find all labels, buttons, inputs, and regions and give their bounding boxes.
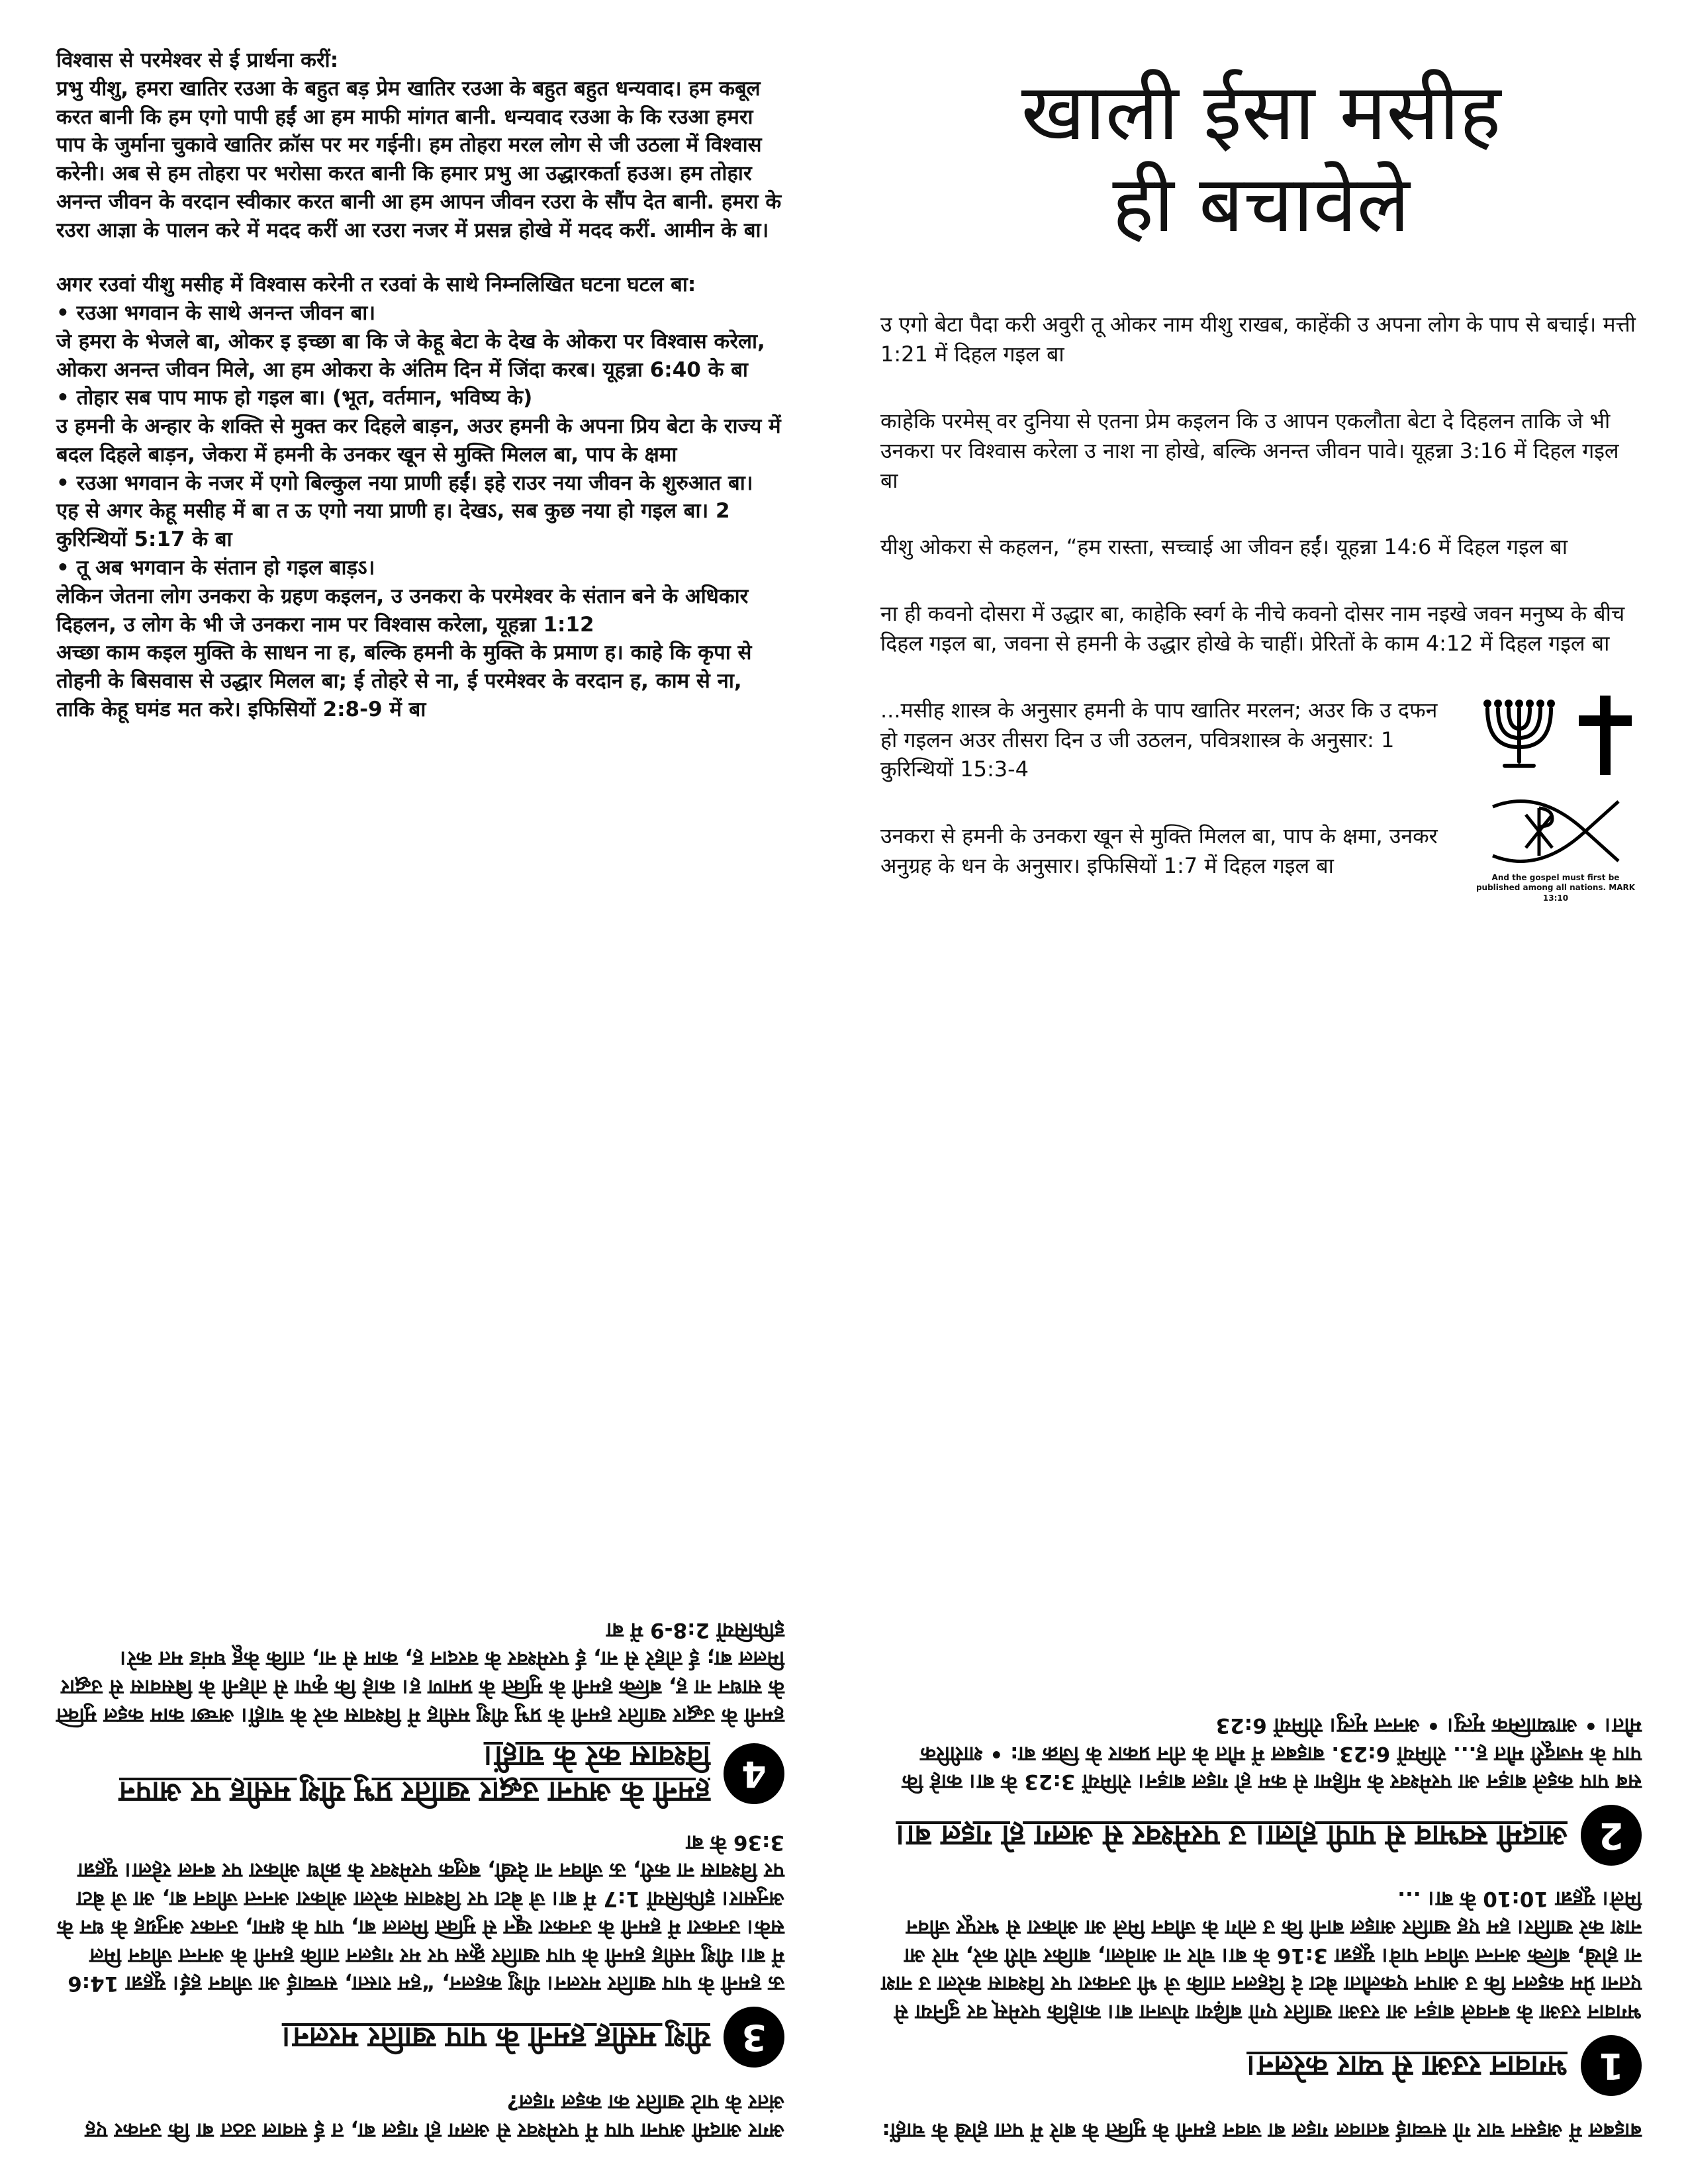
section-number-badge: 4 [724,1743,784,1804]
verse: उनकरा से हमनी के उनकरा खून से मुक्ति मिलल बा, पाप के क्षमा, उनकर अनुग्रह के धन के अनुसार। इफिसियों 1:7 में दिहल गइल बा [880,823,1438,879]
menorah-icon [1479,696,1559,775]
section-number-badge: 1 [1581,2035,1642,2096]
verse: काहेकि परमेस् वर दुनिया से एतना प्रेम कइलन कि उ आपन एकलौता बेटा दे दिहलन ताकि जे भी उनकरा पर विश्वास करेला उ नाश ना होखे, बल्कि अनन्त जीवन पावे। यूहन्ना 3:16 में दिहल गइल बा [880,408,1619,493]
panel-right-rotated [880,1092,1642,2144]
cover-panel [880,46,1642,1052]
section-heading [56,2007,784,2068]
section-title: यीशु मसीह हमनी के पाप खातिर मरलन। [281,2021,710,2055]
section-title: भगवान रउआ से प्यार करेलन। [1246,2049,1568,2083]
prayer-line: • तोहार सब पाप माफ हो गइल बा। (भूत, वर्तमान, भविष्य के) [56,386,533,410]
panel-left-rotated [56,1092,784,2144]
section-text: भगवान रउआ के बनवले बाड़न आ रउआ खातिर एगो बढ़िया योजना बा। काहेकि परमेस् वर दुनिया से एतना प्रेम कइलन कि उ आपन एकलौता बेटा दे दिहलन ताकि जे भी उनकरा पर विश्वास करेला उ नाश ना होखे, बल्कि अनन्त जीवन पावे। यूहन्ना 3:16 के बा। चोर ना आवेला, बाकिर चोरी करे, मारे आ नाश करे खातिर। हम एह खातिर आइल बानी कि उ लोग के जीवन मिले आ ओकरा से भरपूर जीवन मिले। यूहन्ना 10:10 के बा। ... [881,1887,1642,2025]
section-text: हमनी के उद्धार खातिर हमनी के प्रभु यीशु मसीह में विश्वास करे के चाहीं। अच्छा काम कइल मुक्ति के साधन ना ह, बल्कि हमनी के मुक्ति के प्रमाण ह। काहे कि कृपा से तोहनी के बिसवास से उद्धार मिलल बा; ई तोहरे से ना, ई परमेश्वर के वरदान ह, काम से ना, ताकि केहू घमंड मत करे। इफिसियों 2:8-9 में बा [56,1618,784,1727]
verse: ...मसीह शास्त्र के अनुसार हमनी के पाप खातिर मरलन; अउर कि उ दफन हो गइलन अउर तीसरा दिन उ जी उठलन, पवित्रशास्त्र के अनुसार: 1 कुरिन्थियों 15:3-4 [880,697,1438,782]
cover-title [880,66,1642,250]
bible-caption: And the gospel must first be published among all nations. MARK 13:10 [1476,872,1636,903]
prayer-body: प्रभु यीशु, हमरा खातिर रउआ के बहुत बड़ प्रेम खातिर रउआ के बहुत बहुत धन्यवाद। हम कबूल करत बानी कि हम एगो पापी हईं आ हम माफी मांगत बानी. धन्यवाद रउआ के कि रउआ हमरा पाप के जुर्माना चुकावे खातिर क्रॉस पर मर गईनी। हम तोहरा मरल लोग से जी उठला में विश्वास करेनी। अब से हम तोहरा पर भरोसा करत बानी कि हमार प्रभु आ उद्धारकर्ता हउअ। हम तोहार अनन्त जीवन के वरदान स्वीकार करत बानी आ हम आपन जीवन रउरा के सौंप देत बानी. हमरा के रउरा आज्ञा के पालन करे में मदद करीं आ रउरा नजर में प्रसन्न होखे में मदद करीं. आमीन के बा। [56,76,782,242]
prayer-heading: विश्वास से परमेश्वर से ई प्रार्थना करीं: [56,48,339,72]
section-text: सब पाप कइले बाड़न आ परमेश्वर के महिमा से कम हो गइल बाड़न। रोमियों 3:23 के बा। काहे कि पाप के मजदूरी मौत ह... रोमियों 6:23. बाइबल में मौत के तीन प्रकार के जिक्र बा: • शारीरिक मौत। • आध्यात्मिक मृत्यु। • अनन्त मृत्यु। रोमियों 6:23 [902,1713,1642,1794]
section-number-badge: 3 [724,2007,784,2068]
section-heading [56,1739,784,1809]
symbols-block [1470,696,1642,918]
prayer-line: अच्छा काम कइल मुक्ति के साधन ना ह, बल्कि हमनी के मुक्ति के प्रमाण ह। काहे कि कृपा से तोहनी के बिसवास से उद्धार मिलल बा; ई तोहरे से ना, ई परमेश्वर के वरदान ह, काम से ना, ताकि केहू घमंड मत करे। इफिसियों 2:8-9 में बा [56,641,752,721]
verse: उ एगो बेटा पैदा करी अवुरी तू ओकर नाम यीशु राखब, काहेंकी उ अपना लोग के पाप से बचाई। मत्ती 1:21 में दिहल गइल बा [880,312,1636,367]
verse: ना ही कवनो दोसरा में उद्धार बा, काहेकि स्वर्ग के नीचे कवनो दोसर नाम नइखे जवन मनुष्य के बीच दिहल गइल बा, जवना से हमनी के उद्धार होखे के चाहीं। प्रेरितों के काम 4:12 में दिहल गइल बा [880,601,1625,657]
panel-intro: बाइबल में अइसन चार गो सच्चाई बतावल गइल बा जवन हमनी के मुक्ति के बारे में पता होखे के चाहीं: [882,2118,1642,2142]
ichthys-chi-rho-icon [1486,795,1625,868]
verse-with-symbols [880,696,1642,918]
verse: यीशु ओकरा से कहलन, “हम रास्ता, सच्चाई आ जीवन हईं। यूहन्ना 14:6 में दिहल गइल बा [880,534,1568,560]
section-text: ऊ हमनी के पाप खातिर मरलन। यीशु कहलन, “हम रास्ता, सच्चाई आ जीवन हईं। यूहन्ना 14:6 में बा। यीशु मसीह हमनी के पाप खातिर क्रूस पर मर गइलन ताकि हमनी के अनन्त जीवन मिल सके। उनकरा में हमनी के उनकरा खून से मुक्ति मिलल बा, पाप के क्षमा, उनकर अनुग्रह के धन के अनुसार। इफिसियों 1:7 में बा। जे बेटा पर विश्वास करेला ओकरा अनन्त जीवन बा, आ जे बेटा पर विश्वास ना करी, ऊ जीवन ना देखी, बलुक परमेश्वर के क्रोध ओकरा पर बनल रहेला। यूहन्ना 3:36 के बा [57,1830,784,1996]
prayer-panel [56,46,784,1052]
prayer-line: • तू अब भगवान के संतान हो गइल बाड़ऽ। [56,556,375,580]
section-heading [880,1805,1642,1866]
cover-verses [880,310,1642,917]
symbols-top [1479,696,1632,775]
section-heading [880,2035,1642,2096]
prayer-line: अगर रउवां यीशु मसीह में विश्वास करेनी त रउवां के साथे निम्नलिखित घटना घटल बा: [56,273,696,297]
cross-icon [1579,696,1632,775]
section-title: आदमी स्वभाव से पापी होला। उ परमेश्वर से अलग हो गइल बा। [896,1819,1568,1853]
cover-title-line: ही बचावेले [1112,158,1410,250]
cover-title-line: खाली ईसा मसीह [1021,66,1501,158]
verse-column [880,696,1470,918]
prayer-line: एह से अगर केहू मसीह में बा त ऊ एगो नया प्राणी ह। देखऽ, सब कुछ नया हो गइल बा। 2 कुरिन्थियों 5:17 के बा [56,499,730,552]
panel-intro: अगर आदमी अपना पाप में परमेश्वर से अलग हो गइल बा, त ई सवाल उठत बा कि उनकर एह अंतर के पाटे खातिर का कइल गइल? [85,2090,784,2142]
prayer-line: • रउआ भगवान के नजर में एगो बिल्कुल नया प्राणी हईं। इहे राउर नया जीवन के शुरुआत बा। [56,471,753,495]
prayer-line: उ हमनी के अन्हार के शक्ति से मुक्त कर दिहले बाड़न, अउर हमनी के अपना प्रिय बेटा के राज्य में बदल दिहले बाड़न, जेकरा में हमनी के उनकर खून से मुक्ति मिलल बा, पाप के क्षमा [56,414,781,467]
section-title: हमनी के अपना उद्धार खातिर प्रभु यीशु मसीह पर आपन विश्वास करे के चाहीं। [118,1739,710,1809]
prayer-line: लेकिन जेतना लोग उनकरा के ग्रहण कइलन, उ उनकरा के परमेश्वर के संतान बने के अधिकार दिहलन, उ लोग के भी जे उनकरा नाम पर विश्वास करेला, यूहन्ना 1:12 [56,584,749,637]
prayer-line: जे हमरा के भेजले बा, ओकर इ इच्छा बा कि जे केहू बेटा के देख के ओकरा पर विश्वास करेला, ओकरा अनन्त जीवन मिले, आ हम ओकरा के अंतिम दिन में जिंदा करब। यूहन्ना 6:40 के बा [56,329,765,382]
section-number-badge: 2 [1581,1805,1642,1866]
prayer-line: • रउआ भगवान के साथे अनन्त जीवन बा। [56,301,376,326]
